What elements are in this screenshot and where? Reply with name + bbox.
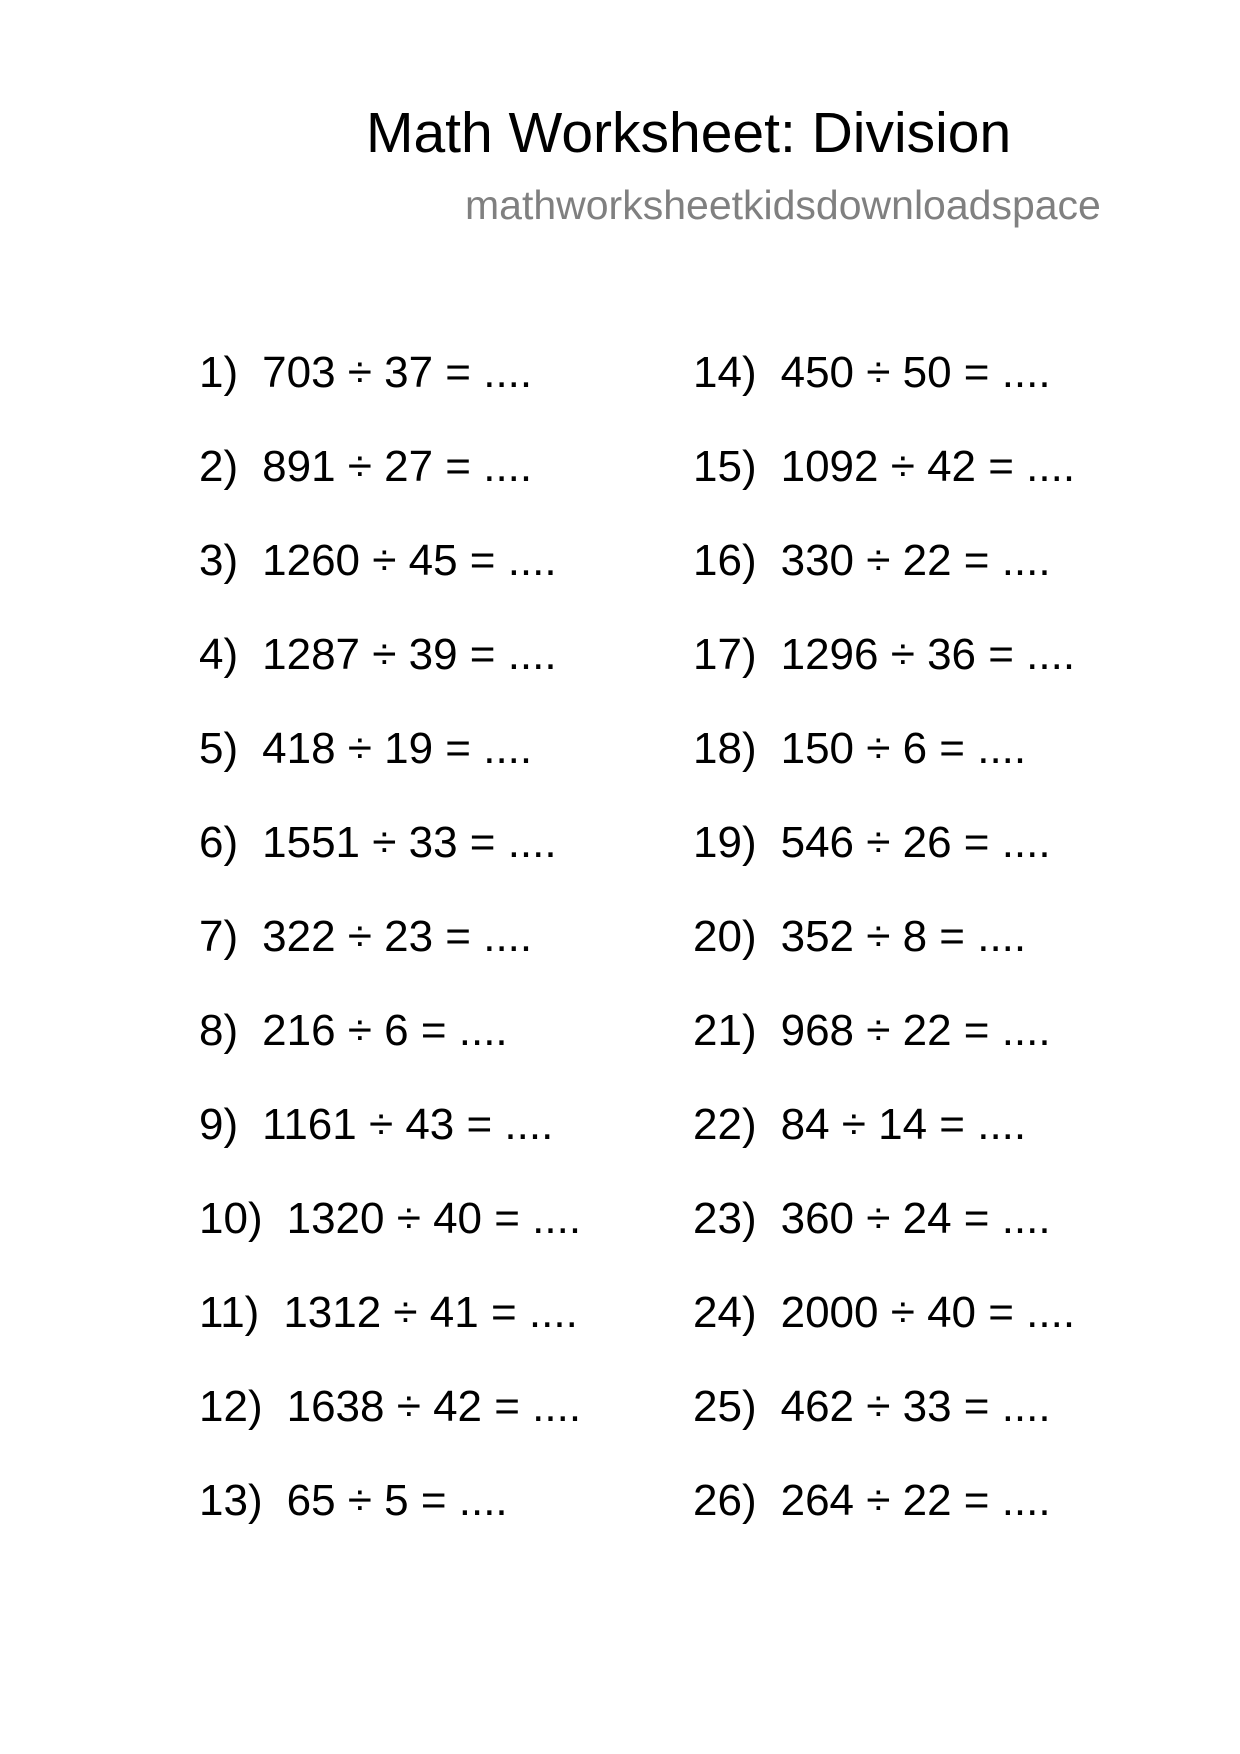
problem-item — [693, 1379, 1075, 1473]
problem-item — [199, 909, 581, 1003]
problem-expression: 1551 ÷ 33 = .... — [262, 818, 557, 867]
problem-number: 13) — [199, 1476, 263, 1525]
problem-expression: 418 ÷ 19 = .... — [262, 724, 533, 773]
problem-item — [693, 721, 1075, 815]
problem-item — [693, 1473, 1075, 1567]
problem-number: 15) — [693, 442, 757, 491]
site-watermark: mathworksheetkidsdownloadspace — [465, 182, 1101, 228]
problem-column-right — [693, 345, 1075, 1567]
problem-number: 6) — [199, 818, 239, 867]
problem-expression: 264 ÷ 22 = .... — [780, 1476, 1051, 1525]
problem-number: 24) — [693, 1288, 757, 1337]
problem-number: 4) — [199, 630, 239, 679]
problem-expression: 360 ÷ 24 = .... — [780, 1194, 1051, 1243]
problem-number: 1) — [199, 348, 239, 397]
problem-number: 11) — [199, 1288, 260, 1337]
problem-number: 10) — [199, 1194, 263, 1243]
problem-number: 16) — [693, 536, 757, 585]
problem-item — [693, 1285, 1075, 1379]
problem-number: 2) — [199, 442, 239, 491]
problem-number: 20) — [693, 912, 757, 961]
problem-number: 19) — [693, 818, 757, 867]
problem-expression: 322 ÷ 23 = .... — [262, 912, 533, 961]
problem-number: 25) — [693, 1382, 757, 1431]
problem-expression: 65 ÷ 5 = .... — [286, 1476, 508, 1525]
problem-number: 22) — [693, 1100, 757, 1149]
problem-expression: 2000 ÷ 40 = .... — [780, 1288, 1076, 1337]
problem-expression: 84 ÷ 14 = .... — [780, 1100, 1027, 1149]
problem-expression: 1296 ÷ 36 = .... — [780, 630, 1076, 679]
problem-expression: 703 ÷ 37 = .... — [262, 348, 533, 397]
problem-expression: 1287 ÷ 39 = .... — [262, 630, 557, 679]
problem-item — [199, 439, 581, 533]
problem-item — [199, 815, 581, 909]
problem-item — [693, 1191, 1075, 1285]
problem-number: 9) — [199, 1100, 239, 1149]
problem-item — [199, 533, 581, 627]
problem-item — [693, 439, 1075, 533]
problem-expression: 1092 ÷ 42 = .... — [780, 442, 1076, 491]
problem-item — [693, 1003, 1075, 1097]
problem-item — [693, 1097, 1075, 1191]
problem-number: 7) — [199, 912, 239, 961]
problem-item — [199, 1191, 581, 1285]
problem-expression: 216 ÷ 6 = .... — [262, 1006, 508, 1055]
problem-item — [693, 345, 1075, 439]
problem-expression: 1638 ÷ 42 = .... — [286, 1382, 582, 1431]
problem-expression: 352 ÷ 8 = .... — [780, 912, 1027, 961]
problem-item — [693, 815, 1075, 909]
problem-item — [199, 345, 581, 439]
problem-number: 5) — [199, 724, 239, 773]
problem-number: 26) — [693, 1476, 757, 1525]
problem-item — [199, 1003, 581, 1097]
problem-expression: 462 ÷ 33 = .... — [780, 1382, 1051, 1431]
problem-item — [693, 909, 1075, 1003]
problem-item — [199, 721, 581, 815]
problem-item — [199, 1097, 581, 1191]
problem-item — [199, 1379, 581, 1473]
problem-column-left — [199, 345, 581, 1567]
problem-number: 8) — [199, 1006, 239, 1055]
page-title: Math Worksheet: Division — [366, 101, 1012, 165]
problem-number: 23) — [693, 1194, 757, 1243]
problem-number: 21) — [693, 1006, 757, 1055]
problem-item — [693, 533, 1075, 627]
problem-item — [693, 627, 1075, 721]
problem-number: 3) — [199, 536, 239, 585]
problem-expression: 330 ÷ 22 = .... — [780, 536, 1051, 585]
problem-expression: 1312 ÷ 41 = .... — [283, 1288, 578, 1337]
problem-number: 18) — [693, 724, 757, 773]
problem-expression: 1320 ÷ 40 = .... — [286, 1194, 582, 1243]
problem-number: 12) — [199, 1382, 263, 1431]
problem-item — [199, 1285, 581, 1379]
problem-number: 17) — [693, 630, 757, 679]
problem-expression: 150 ÷ 6 = .... — [780, 724, 1027, 773]
problem-item — [199, 1473, 581, 1567]
problem-expression: 891 ÷ 27 = .... — [262, 442, 533, 491]
problem-number: 14) — [693, 348, 757, 397]
problem-item — [199, 627, 581, 721]
problem-expression: 1260 ÷ 45 = .... — [262, 536, 557, 585]
problem-expression: 546 ÷ 26 = .... — [780, 818, 1051, 867]
problem-expression: 1161 ÷ 43 = .... — [262, 1100, 554, 1149]
problem-expression: 450 ÷ 50 = .... — [780, 348, 1051, 397]
problem-expression: 968 ÷ 22 = .... — [780, 1006, 1051, 1055]
